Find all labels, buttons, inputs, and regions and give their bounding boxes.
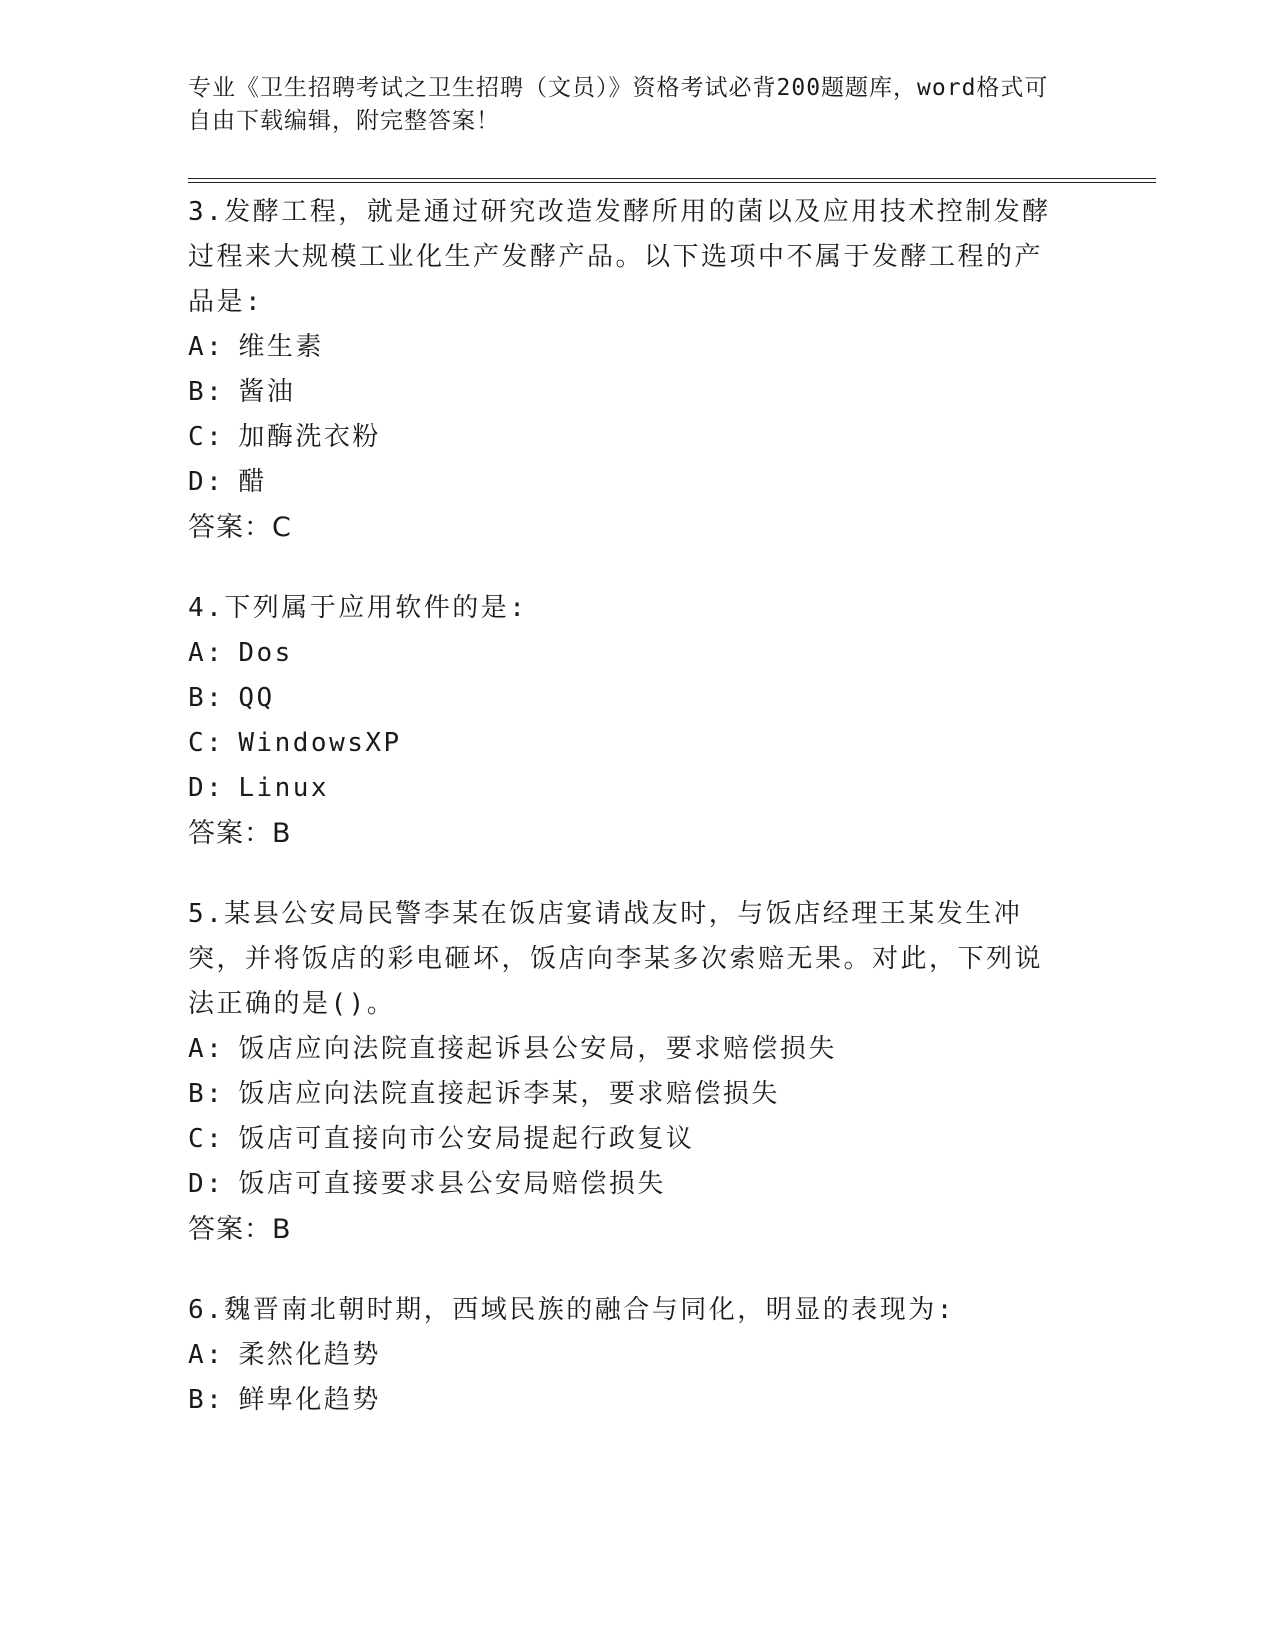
question-text: 5.某县公安局民警李某在饭店宴请战友时，与饭店经理王某发生冲突，并将饭店的彩电砸坏，饭店向李某多次索赔无果。对此，下列说法正确的是()。 [188,899,1044,1019]
option-text: 柔然化趋势 [238,1340,381,1370]
option-text: 维生素 [238,332,324,362]
option-text: 加酶洗衣粉 [238,422,381,452]
option-letter: B: [188,1385,225,1415]
option-text: QQ [238,683,275,713]
option-d [188,766,1068,811]
option-text: 饭店可直接要求县公安局赔偿损失 [238,1169,666,1199]
option-d [188,460,1068,505]
header-divider [188,178,1156,183]
option-letter: B: [188,1079,225,1109]
option-text: WindowsXP [238,728,402,758]
option-d [188,1162,1068,1207]
option-c [188,1117,1068,1162]
option-text: 鲜卑化趋势 [238,1385,381,1415]
option-letter: A: [188,332,225,362]
option-b [188,370,1068,415]
option-letter: A: [188,1340,225,1370]
question-text: 6.魏晋南北朝时期，西域民族的融合与同化，明显的表现为: [188,1295,955,1325]
question-text: 3.发酵工程，就是通过研究改造发酵所用的菌以及应用技术控制发酵过程来大规模工业化生产发酵产品。以下选项中不属于发酵工程的产品是: [188,197,1051,317]
option-letter: D: [188,1169,225,1199]
option-text: 醋 [238,467,267,497]
option-c [188,721,1068,766]
question-4 [188,586,1068,856]
question-list [188,190,1068,1459]
option-a [188,1027,1068,1072]
option-text: 饭店应向法院直接起诉李某，要求赔偿损失 [238,1079,780,1109]
option-letter: A: [188,638,225,668]
option-text: 酱油 [238,377,296,407]
option-b [188,1072,1068,1117]
option-letter: B: [188,377,225,407]
option-a [188,631,1068,676]
document-header: 专业《卫生招聘考试之卫生招聘（文员）》资格考试必背200题题库，word格式可自由下载编辑，附完整答案！ [188,75,1049,134]
option-text: Dos [238,638,293,668]
option-b [188,676,1068,721]
option-b [188,1378,1068,1423]
answer-text: 答案：B [188,1214,292,1245]
option-a [188,325,1068,370]
answer-text: 答案：B [188,818,292,849]
option-letter: C: [188,728,225,758]
question-5 [188,892,1068,1252]
option-letter: B: [188,683,225,713]
option-text: 饭店可直接向市公安局提起行政复议 [238,1124,695,1154]
option-letter: D: [188,467,225,497]
option-a [188,1333,1068,1378]
option-letter: A: [188,1034,225,1064]
option-text: 饭店应向法院直接起诉县公安局，要求赔偿损失 [238,1034,837,1064]
option-letter: D: [188,773,225,803]
question-6 [188,1288,1068,1423]
question-3 [188,190,1068,550]
option-text: Linux [238,773,330,803]
answer-text: 答案：C [188,512,292,543]
option-c [188,415,1068,460]
option-letter: C: [188,422,225,452]
question-text: 4.下列属于应用软件的是: [188,593,528,623]
option-letter: C: [188,1124,225,1154]
